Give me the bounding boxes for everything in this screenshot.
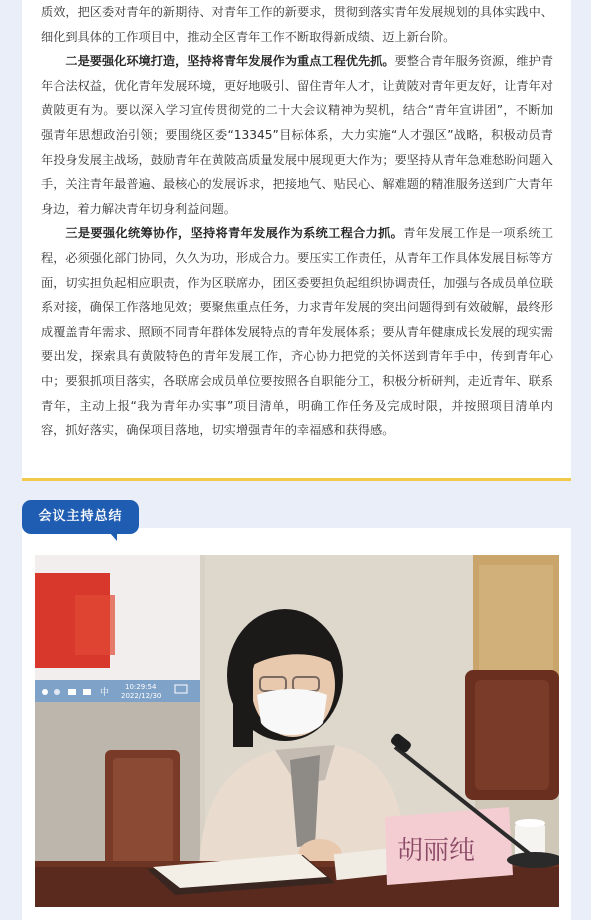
- nameplate: 胡丽纯: [397, 836, 476, 866]
- section-tag: 会议主持总结: [22, 500, 139, 534]
- article-body: [41, 0, 553, 443]
- point-2-body: 要整合青年服务资源，维护青年合法权益，优化青年发展环境，更好地吸引、留住青年人才，让黄陂对青年更友好，让青年对黄陂更有为。要以深入学习宣传贯彻党的二十大会议精神为契机，结合“青年宣讲团”，不断加强青年思想政治引领；要围绕区委“13345”目标体系，大力实施“人才强区”战略，积极动员青年投身发展主战场，鼓励青年在黄陂高质量发展中展现更大作为；要坚持从青年急难愁盼问题入手，关注青年最普遍、最核心的发展诉求，把接地气、贴民心、解难题的精准服务送到广大青年身边，着力解决青年切身利益问题。: [41, 54, 554, 216]
- point-2-lead: 二是要强化环境打造，坚持将青年发展作为重点工程优先抓。: [65, 54, 395, 69]
- screen-ime: 中: [100, 688, 110, 698]
- paragraph-point-2: [41, 49, 553, 221]
- screen-time: 10:29:54: [125, 683, 157, 691]
- screen-date: 2022/12/30: [121, 692, 162, 700]
- point-3-body: 青年发展工作是一项系统工程，必须强化部门协同，久久为功，形成合力。要压实工作责任，从青年工作具体发展目标等方面，切实担负起相应职责，作为区联席办，团区委要担负起组织协调责任，加强与各成员单位联系对接，确保工作落地见效；要聚焦重点任务，力求青年发展的突出问题得到有效破解，最终形成覆盖青年需求、照顾不同青年群体发展特点的青年发展体系；要从青年健康成长发展的现实需要出发，探索具有黄陂特色的青年发展工作，齐心协力把党的关怀送到青年手中，传到青年心中；要狠抓项目落实，各联席会成员单位要按照各自职能分工，积极分析研判，走近青年、联系青年，主动上报“我为青年办实事”项目清单，明确工作任务及完成时限，并按照项目清单内容，抓好落实，确保项目落地，切实增强青年的幸福感和获得感。: [41, 226, 554, 438]
- paragraph-continued: 质效，把区委对青年的新期待、对青年工作的新要求，贯彻到落实青年发展规划的具体实践中、细化到具体的工作项目中，推动全区青年工作不断取得新成绩、迈上新台阶。: [41, 5, 553, 44]
- point-3-lead: 三是要强化统筹协作，坚持将青年发展作为系统工程合力抓。: [65, 226, 404, 241]
- meeting-photo: [35, 555, 559, 907]
- paragraph-point-3: [41, 221, 553, 442]
- divider: [22, 478, 571, 481]
